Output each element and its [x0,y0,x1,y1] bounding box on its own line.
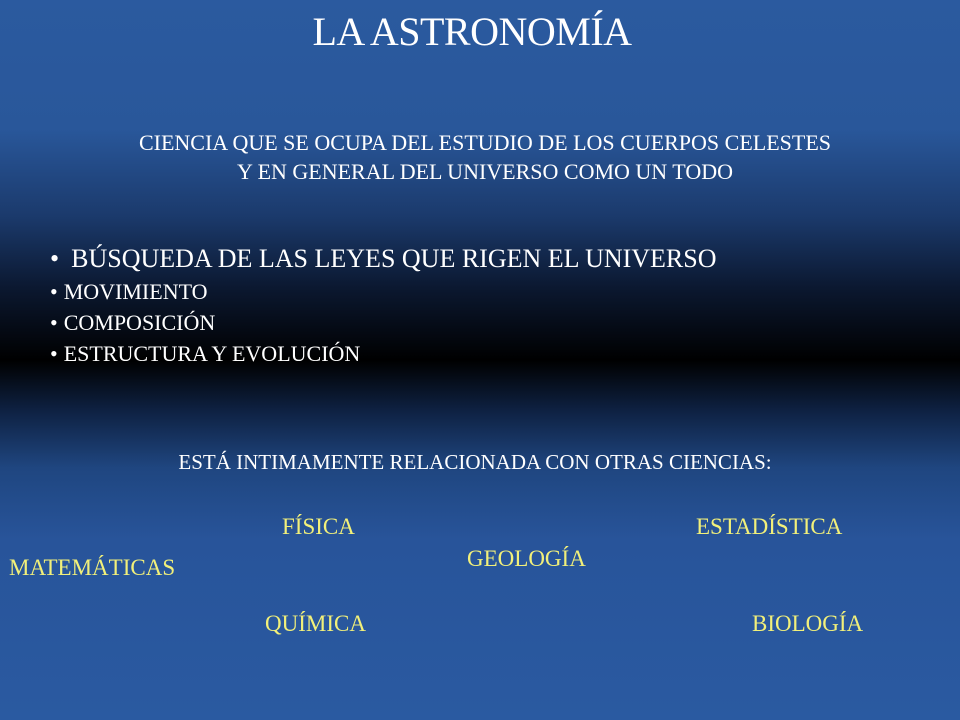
definition-line-1: CIENCIA QUE SE OCUPA DEL ESTUDIO DE LOS CUERPOS CELESTES [138,130,832,155]
science-quimica: QUÍMICA [265,611,366,636]
bullet-dot: • [50,310,58,335]
related-sciences-heading: ESTÁ INTIMAMENTE RELACIONADA CON OTRAS CIENCIAS: [178,450,772,474]
bullet-label: COMPOSICIÓN [63,310,216,335]
bullet-label: MOVIMIENTO [63,279,208,304]
bullet-item [50,276,717,307]
bullet-dot: • [50,279,58,304]
bullet-dot: • [50,341,58,366]
slide-title: LA ASTRONOMÍA [312,9,632,54]
bullet-dot: • [50,244,60,273]
science-estadistica: ESTADÍSTICA [696,514,843,539]
bullet-item [50,307,717,338]
bullet-label: BÚSQUEDA DE LAS LEYES QUE RIGEN EL UNIVERSO [71,244,717,273]
bullet-list [50,242,717,369]
definition-text [40,128,930,186]
definition-line-2: Y EN GENERAL DEL UNIVERSO COMO UN TODO [237,159,733,184]
bullet-item [50,338,717,369]
science-biologia: BIOLOGÍA [752,611,864,636]
bullet-label: ESTRUCTURA Y EVOLUCIÓN [63,341,361,366]
science-fisica: FÍSICA [282,514,355,539]
bullet-item [50,242,717,276]
science-geologia: GEOLOGÍA [467,546,586,571]
science-matematicas: MATEMÁTICAS [9,555,176,580]
